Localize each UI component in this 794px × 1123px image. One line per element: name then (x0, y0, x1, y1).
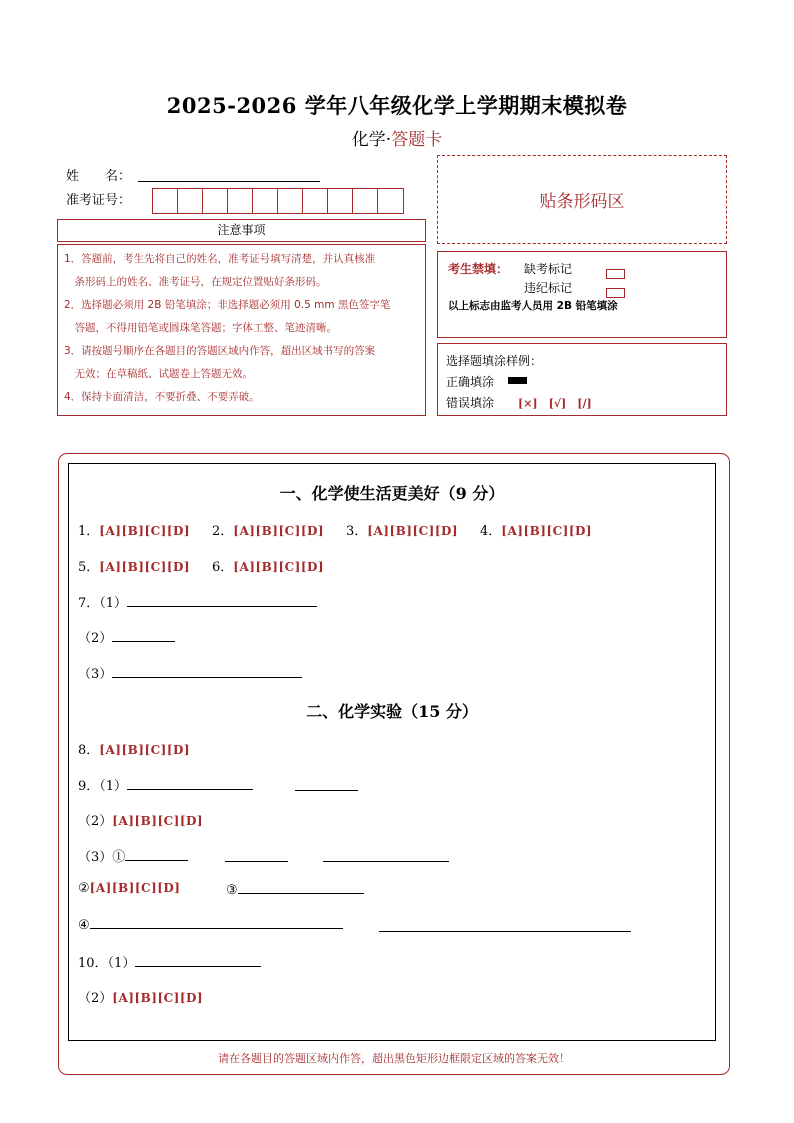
q-number: （2） (78, 814, 113, 829)
correct-fill-sample (508, 377, 527, 384)
question-10-1 (78, 952, 261, 971)
id-label: 准考证号： (66, 193, 132, 208)
sample-heading: 选择题填涂样例： (446, 354, 543, 368)
answer-blank[interactable] (135, 954, 261, 967)
notice-item: 1．答题前，考生先将自己的姓名，准考证号填写清楚，并认真核准 条形码上的姓名、准考证号，在规定位置贴好条形码。 (64, 253, 376, 288)
answer-blank[interactable] (90, 916, 343, 929)
q-number: （2） (78, 991, 113, 1006)
missing-label: 缺考标记 (524, 262, 573, 276)
choice-options[interactable]: [A][B][C][D] (112, 991, 204, 1005)
answer-blank[interactable] (323, 849, 449, 862)
q-number: ② (78, 881, 90, 896)
name-field[interactable] (138, 165, 320, 182)
answer-blank[interactable] (125, 848, 188, 861)
answer-blank[interactable] (295, 778, 358, 791)
subtitle-card: 答题卡 (391, 130, 443, 150)
violation-mark-box[interactable] (606, 288, 625, 298)
q-number: 1． (78, 524, 100, 539)
question-10-2 (78, 987, 203, 1006)
question-7-3 (78, 663, 302, 682)
proctor-mark-box (437, 251, 727, 338)
question-6 (212, 556, 324, 575)
choice-options[interactable]: [A][B][C][D] (99, 743, 191, 757)
question-9-3-part2 (78, 881, 181, 896)
choice-options[interactable]: [A][B][C][D] (233, 524, 325, 538)
id-cell[interactable] (378, 189, 403, 213)
missing-mark-box[interactable] (606, 269, 625, 279)
q-number: 2． (212, 524, 234, 539)
question-9-2 (78, 810, 203, 829)
choice-options[interactable]: [A][B][C][D] (99, 560, 191, 574)
id-cell[interactable] (353, 189, 378, 213)
question-7-2 (78, 627, 175, 646)
q-number: 4． (480, 524, 502, 539)
answer-blank[interactable] (127, 594, 317, 607)
question-5 (78, 556, 190, 575)
question-7-1 (78, 592, 317, 611)
q-number: （3） (78, 667, 113, 682)
question-9-3-part4 (78, 916, 343, 933)
page-subtitle (0, 125, 794, 150)
q-number: ④ (78, 918, 90, 933)
notice-list (57, 244, 426, 416)
wrong-label: 错误填涂 (446, 396, 495, 410)
q-number: （2） (78, 631, 113, 646)
question-4 (480, 520, 592, 539)
ban-label: 考生禁填： (448, 262, 509, 276)
choice-options[interactable]: [A][B][C][D] (367, 524, 459, 538)
id-cell[interactable] (228, 189, 253, 213)
q-number: 3． (346, 524, 368, 539)
question-9-1 (78, 775, 253, 794)
choice-options[interactable]: [A][B][C][D] (501, 524, 593, 538)
question-8 (78, 739, 190, 758)
ban-note: 以上标志由监考人员用 2B 铅笔填涂 (448, 300, 618, 312)
wrong-fill-samples: [×] [√] [/] (518, 397, 592, 410)
q-number: 5． (78, 560, 100, 575)
choice-options[interactable]: [A][B][C][D] (99, 524, 191, 538)
answer-blank[interactable] (112, 629, 175, 642)
question-3 (346, 520, 458, 539)
id-cell[interactable] (278, 189, 303, 213)
q-number: ③ (226, 883, 238, 898)
q-number: 6． (212, 560, 234, 575)
notice-item: 2．选择题必须用 2B 铅笔填涂；非选择题必须用 0.5 mm 黑色签字笔 答题，不得用铅笔或圆珠笔答题；字体工整、笔迹清晰。 (64, 299, 391, 334)
q-number: 7．（1） (78, 596, 128, 611)
id-cell[interactable] (153, 189, 178, 213)
notice-item: 3．请按题号顺序在各题目的答题区域内作答，超出区域书写的答案 无效；在草稿纸、试题卷上答题无效。 (64, 345, 376, 380)
answer-blank[interactable] (112, 665, 302, 678)
question-1 (78, 520, 190, 539)
question-9-3-part3 (226, 881, 364, 898)
name-label: 姓 名： (66, 169, 132, 184)
question-2 (212, 520, 324, 539)
answer-blank[interactable] (379, 919, 631, 932)
subtitle-subject: 化学· (351, 130, 392, 150)
answer-blank[interactable] (225, 849, 288, 862)
q-number: 9．（1） (78, 779, 128, 794)
id-cell[interactable] (253, 189, 278, 213)
id-cell[interactable] (328, 189, 353, 213)
id-cell[interactable] (303, 189, 328, 213)
page-title: 2025-2026 学年八年级化学上学期期末模拟卷 (166, 93, 628, 118)
barcode-area (437, 155, 727, 244)
q-number: 10．（1） (78, 956, 136, 971)
q-number: （3）① (78, 850, 126, 865)
footer-warning: 请在各题目的答题区域内作答，超出黑色矩形边框限定区域的答案无效！ (218, 1052, 570, 1065)
choice-options[interactable]: [A][B][C][D] (233, 560, 325, 574)
notice-heading: 注意事项 (57, 219, 426, 242)
q-number: 8． (78, 743, 100, 758)
violation-label: 违纪标记 (524, 281, 573, 295)
choice-options[interactable]: [A][B][C][D] (89, 881, 181, 895)
choice-options[interactable]: [A][B][C][D] (112, 814, 204, 828)
correct-label: 正确填涂 (446, 375, 495, 389)
id-cell[interactable] (203, 189, 228, 213)
section-1-title: 一、化学使生活更美好（9 分） (279, 484, 505, 503)
answer-blank[interactable] (238, 881, 364, 894)
fill-sample-box (437, 343, 727, 416)
notice-item: 4．保持卡面清洁，不要折叠、不要弄破。 (64, 391, 260, 403)
barcode-label: 贴条形码区 (539, 192, 625, 212)
answer-blank[interactable] (127, 777, 253, 790)
exam-id-grid[interactable] (152, 188, 404, 214)
question-9-3 (78, 846, 188, 865)
id-cell[interactable] (178, 189, 203, 213)
section-2-title: 二、化学实验（15 分） (306, 702, 478, 721)
